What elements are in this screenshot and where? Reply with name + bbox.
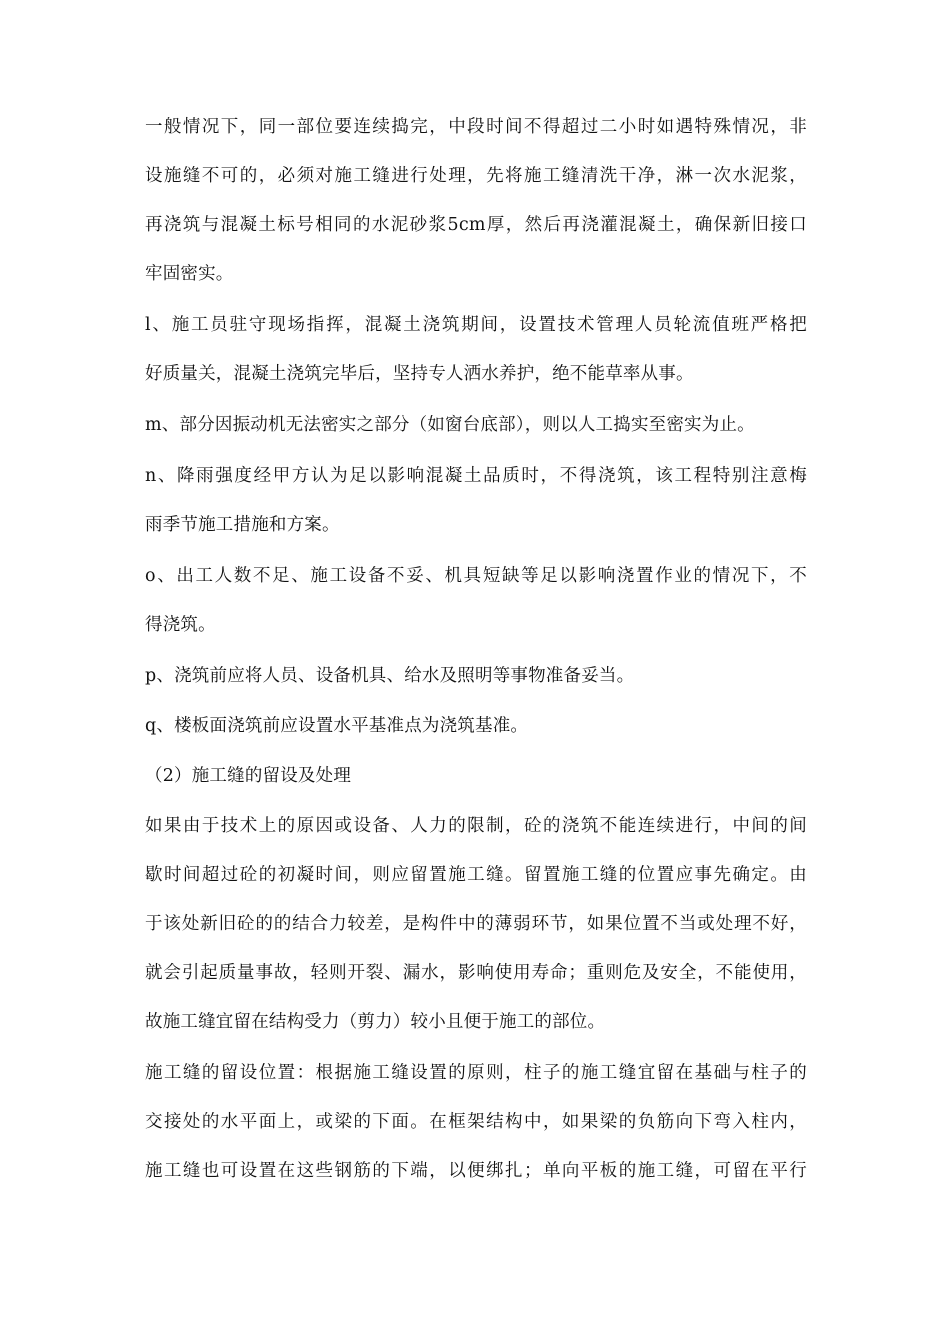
section-heading: （2）施工缝的留设及处理 <box>145 766 352 786</box>
text-line: q、楼板面浇筑前应设置水平基准点为浇筑基准。 <box>145 716 529 736</box>
text-line: 交接处的水平面上，或梁的下面。在框架结构中，如果梁的负筋向下弯入柱内， <box>145 1112 807 1132</box>
text-line: 牢固密实。 <box>145 264 234 284</box>
text-line: 故施工缝宜留在结构受力（剪力）较小且便于施工的部位。 <box>145 1012 606 1032</box>
text-line: n、降雨强度经甲方认为足以影响混凝土品质时，不得浇筑，该工程特别注意梅 <box>145 466 807 486</box>
text-line: 就会引起质量事故，轻则开裂、漏水，影响使用寿命；重则危及安全，不能使用， <box>145 963 807 983</box>
text-line: 如果由于技术上的原因或设备、人力的限制，砼的浇筑不能连续进行，中间的间 <box>145 816 807 836</box>
text-line: 设施缝不可的，必须对施工缝进行处理，先将施工缝清洗干净，淋一次水泥浆， <box>145 166 807 186</box>
text-line: m、部分因振动机无法密实之部分（如窗台底部），则以人工捣实至密实为止。 <box>145 415 755 435</box>
text-line: 好质量关，混凝土浇筑完毕后，坚持专人洒水养护，绝不能草率从事。 <box>145 364 694 384</box>
text-line: 雨季节施工措施和方案。 <box>145 515 340 535</box>
text-line: 于该处新旧砼的的结合力较差，是构件中的薄弱环节，如果位置不当或处理不好， <box>145 914 807 934</box>
text-line: o、出工人数不足、施工设备不妥、机具短缺等足以影响浇置作业的情况下，不 <box>145 566 807 586</box>
text-line: 歇时间超过砼的初凝时间，则应留置施工缝。留置施工缝的位置应事先确定。由 <box>145 865 807 885</box>
text-line: p、浇筑前应将人员、设备机具、给水及照明等事物准备妥当。 <box>145 666 635 686</box>
text-line: l、施工员驻守现场指挥，混凝土浇筑期间，设置技术管理人员轮流值班严格把 <box>145 315 807 335</box>
text-line: 一般情况下，同一部位要连续捣完，中段时间不得超过二小时如遇特殊情况，非 <box>145 117 807 137</box>
text-line: 再浇筑与混凝土标号相同的水泥砂浆5cm厚，然后再浇灌混凝土，确保新旧接口 <box>145 215 807 235</box>
text-line: 施工缝也可设置在这些钢筋的下端，以便绑扎；单向平板的施工缝，可留在平行 <box>145 1161 807 1181</box>
text-line: 施工缝的留设位置：根据施工缝设置的原则，柱子的施工缝宜留在基础与柱子的 <box>145 1063 807 1083</box>
text-line: 得浇筑。 <box>145 615 216 635</box>
